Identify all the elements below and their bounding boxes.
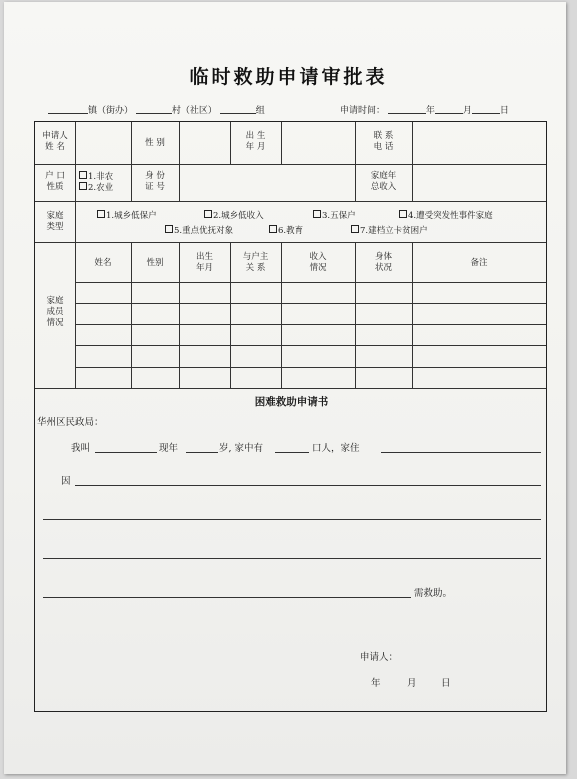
member-header-gender: 性别: [146, 258, 164, 268]
row-divider: [75, 282, 546, 283]
family-type-label: 家庭 类型: [46, 211, 64, 232]
col-divider: [179, 164, 180, 201]
family-type-option-4[interactable]: [399, 210, 493, 222]
year-label: 年: [425, 106, 435, 116]
member-header-health: 身体 状况: [374, 252, 392, 273]
row-divider: [35, 242, 546, 243]
member-header-relation: 与户主 关 系: [242, 252, 269, 273]
sign-day: 日: [441, 678, 451, 689]
id-number-label: 身 份 证 号: [145, 171, 165, 192]
family-type-option-5[interactable]: [165, 225, 233, 237]
day-blank[interactable]: [472, 104, 500, 114]
month-blank[interactable]: [435, 104, 463, 114]
form-table: [34, 121, 547, 712]
application-heading: 困难救助申请书: [254, 396, 329, 408]
checkbox-icon: [399, 210, 407, 218]
checkbox-icon: [165, 225, 173, 233]
member-header-name: 姓名: [94, 258, 112, 268]
row-divider: [35, 201, 546, 202]
age-blank[interactable]: [186, 452, 218, 453]
age-home-text: 岁, 家中有: [219, 443, 264, 454]
checkbox-icon: [97, 210, 105, 218]
col-divider: [179, 122, 180, 164]
applicant-name-label: 申请人 姓 名: [42, 131, 68, 152]
sign-month: 月: [407, 678, 417, 689]
household-size-blank[interactable]: [275, 452, 309, 453]
name-blank[interactable]: [95, 452, 157, 453]
addressee: 华州区民政局：: [37, 417, 104, 428]
apply-time: [340, 103, 509, 116]
checkbox-icon: [79, 182, 87, 190]
applicant-label: 申请人：: [360, 652, 399, 663]
checkbox-icon: [351, 225, 359, 233]
option-label: 4.遭受突发性事件家庭: [408, 211, 493, 221]
birth-label: 出 生 年 月: [245, 131, 266, 152]
row-divider: [75, 303, 546, 304]
reason-blank-2[interactable]: [43, 519, 541, 520]
family-type-option-7[interactable]: [351, 225, 428, 237]
i-am-text: 我叫: [71, 443, 91, 454]
col-divider: [412, 122, 413, 164]
family-type-option-6[interactable]: [269, 225, 303, 237]
checkbox-icon: [269, 225, 277, 233]
year-blank[interactable]: [388, 104, 426, 114]
gender-label: 性 别: [145, 138, 165, 148]
col-divider: [281, 122, 282, 164]
col-divider: [75, 122, 76, 388]
town-suffix: 镇（街办）: [88, 106, 134, 116]
phone-label: 联 系 电 话: [373, 131, 394, 152]
option-label: 1.城乡低保户: [106, 211, 157, 221]
this-year-text: 现年: [159, 443, 179, 454]
option-label: 2.城乡低收入: [213, 211, 264, 221]
form-title: 临时救助申请审批表: [189, 66, 388, 88]
sign-year: 年: [371, 678, 381, 689]
member-header-remarks: 备注: [470, 258, 488, 268]
meta-line: [48, 103, 265, 116]
hukou-option-2[interactable]: [79, 182, 113, 194]
row-divider: [35, 388, 546, 389]
hukou-label: 户 口 性质: [45, 171, 65, 192]
need-help-text: 需救助。: [414, 588, 453, 599]
row-divider: [75, 345, 546, 346]
option-label: 6.教育: [278, 226, 304, 236]
village-suffix: 村（社区）: [171, 106, 217, 116]
town-blank[interactable]: [48, 104, 88, 114]
group-blank[interactable]: [220, 104, 256, 114]
checkbox-icon: [204, 210, 212, 218]
reason-blank-1[interactable]: [75, 485, 541, 486]
row-divider: [75, 367, 546, 368]
row-divider: [35, 164, 546, 165]
income-label: 家庭年 总收入: [370, 171, 397, 192]
option-label: 5.重点优抚对象: [174, 226, 234, 236]
members-label: 家庭 成员 情况: [46, 296, 64, 328]
hukou-option-1-label: 1.非农: [88, 172, 114, 182]
village-blank[interactable]: [136, 104, 172, 114]
people-live-text: 口人，家住: [312, 443, 360, 454]
because-text: 因: [61, 476, 71, 487]
family-type-option-3[interactable]: [313, 210, 356, 222]
member-header-birth: 出生 年月: [195, 252, 213, 273]
family-type-option-2[interactable]: [204, 210, 264, 222]
col-divider: [412, 164, 413, 201]
group-suffix: 组: [255, 106, 265, 116]
reason-blank-4[interactable]: [43, 597, 411, 598]
hukou-option-2-label: 2.农业: [88, 183, 114, 193]
option-label: 3.五保户: [322, 211, 356, 221]
apply-time-label: 申请时间：: [340, 106, 386, 116]
month-label: 月: [462, 106, 472, 116]
day-label: 日: [499, 106, 509, 116]
checkbox-icon: [313, 210, 321, 218]
option-label: 7.建档立卡贫困户: [360, 226, 428, 236]
checkbox-icon: [79, 171, 87, 179]
family-type-option-1[interactable]: [97, 210, 157, 222]
address-blank[interactable]: [381, 452, 541, 453]
reason-blank-3[interactable]: [43, 558, 541, 559]
row-divider: [75, 324, 546, 325]
member-header-income: 收入 情况: [309, 252, 327, 273]
